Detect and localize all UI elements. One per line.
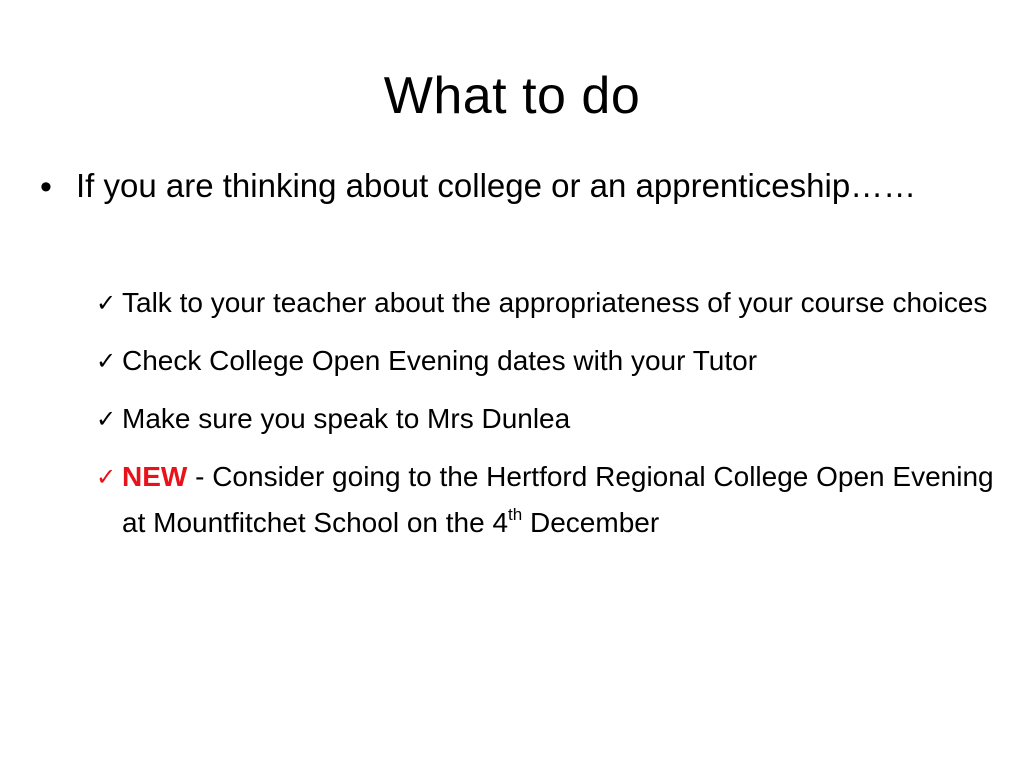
checklist-item-new <box>96 454 996 546</box>
checkmark-icon: ✓ <box>96 347 117 375</box>
checklist-item <box>96 396 996 442</box>
checklist <box>96 280 996 558</box>
main-bullet <box>40 164 940 208</box>
slide-title: What to do <box>383 67 641 125</box>
main-bullet-text: If you are thinking about college or an apprenticeship…… <box>76 167 917 204</box>
checklist-item-text-end: December <box>522 507 660 538</box>
bullet-dot-icon: • <box>40 168 52 206</box>
checklist-item-text: Talk to your teacher about the appropriateness of your course choices <box>122 287 988 318</box>
new-label: NEW <box>122 461 188 492</box>
checkmark-icon: ✓ <box>96 289 117 317</box>
checkmark-icon: ✓ <box>96 405 117 433</box>
checklist-item-text: - Consider going to the Hertford Regional College Open Evening at Mountfitchet School on the 4 <box>122 461 994 538</box>
checklist-item <box>96 280 996 326</box>
ordinal-suffix: th <box>508 504 523 524</box>
checklist-item-text: Check College Open Evening dates with your Tutor <box>122 345 758 376</box>
checkmark-icon: ✓ <box>96 463 117 491</box>
checklist-item <box>96 338 996 384</box>
checklist-item-text: Make sure you speak to Mrs Dunlea <box>122 403 571 434</box>
